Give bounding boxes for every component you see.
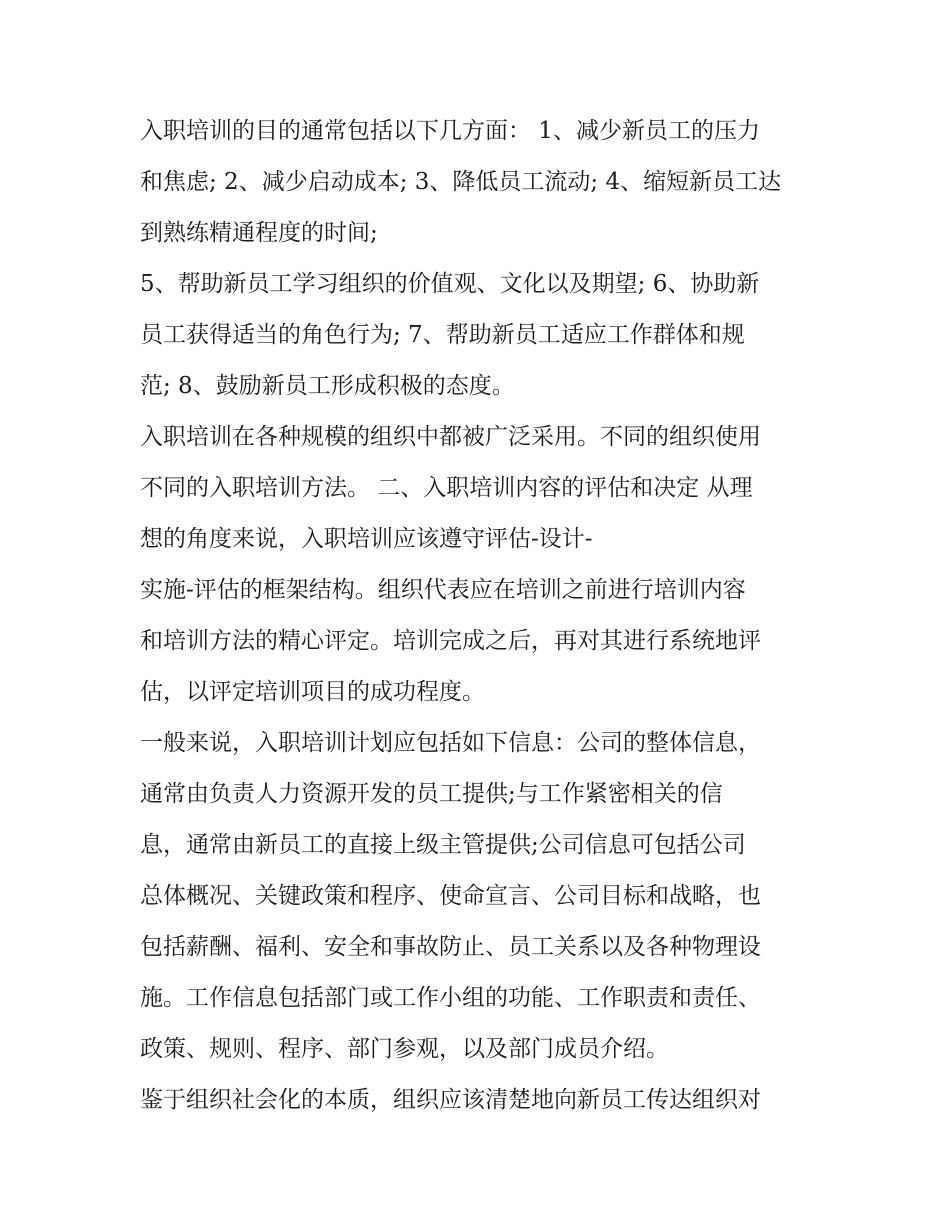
text-line: 入职培训在各种规模的组织中都被广泛采用。不同的组织使用 <box>140 424 761 450</box>
paragraph-training-content <box>140 718 830 1075</box>
text-line: 入职培训的目的通常包括以下几方面： 1、减少新员工的压力 <box>140 118 760 144</box>
text-line: 估，以评定培训项目的成功程度。 <box>140 679 485 705</box>
text-line: 实施-评估的框架结构。组织代表应在培训之前进行培训内容 <box>140 577 746 603</box>
text-line: 想的角度来说，入职培训应该遵守评估-设计- <box>140 526 593 552</box>
paragraph-training-evaluation <box>140 412 830 718</box>
text-line: 施。工作信息包括部门或工作小组的功能、工作职责和责任、 <box>140 985 761 1011</box>
paragraph-training-goals <box>140 106 830 259</box>
text-line: 一般来说，入职培训计划应包括如下信息：公司的整体信息， <box>140 730 761 756</box>
document-body <box>140 106 830 1126</box>
paragraph-training-goals-continued <box>140 259 830 412</box>
text-line: 政策、规则、程序、部门参观，以及部门成员介绍。 <box>140 1036 669 1062</box>
paragraph-socialization <box>140 1075 830 1126</box>
text-line: 范; 8、鼓励新员工形成积极的态度。 <box>140 373 515 399</box>
text-line: 到熟练精通程度的时间; <box>140 220 378 246</box>
text-line: 鉴于组织社会化的本质，组织应该清楚地向新员工传达组织对 <box>140 1087 761 1113</box>
text-line: 和培训方法的精心评定。培训完成之后，再对其进行系统地评 <box>140 628 761 654</box>
text-line: 员工获得适当的角色行为; 7、帮助新员工适应工作群体和规 <box>140 322 745 348</box>
text-line: 包括薪酬、福利、安全和事故防止、员工关系以及各种物理设 <box>140 934 761 960</box>
text-line: 5、帮助新员工学习组织的价值观、文化以及期望; 6、协助新 <box>140 271 760 297</box>
text-line: 总体概况、关键政策和程序、使命宣言、公司目标和战略，也 <box>140 883 761 909</box>
text-line: 通常由负责人力资源开发的员工提供;与工作紧密相关的信 <box>140 781 723 807</box>
text-line: 息，通常由新员工的直接上级主管提供;公司信息可包括公司 <box>140 832 746 858</box>
text-line: 不同的入职培训方法。 二、入职培训内容的评估和决定 从理 <box>140 475 753 501</box>
text-line: 和焦虑; 2、减少启动成本; 3、降低员工流动; 4、缩短新员工达 <box>140 169 782 195</box>
